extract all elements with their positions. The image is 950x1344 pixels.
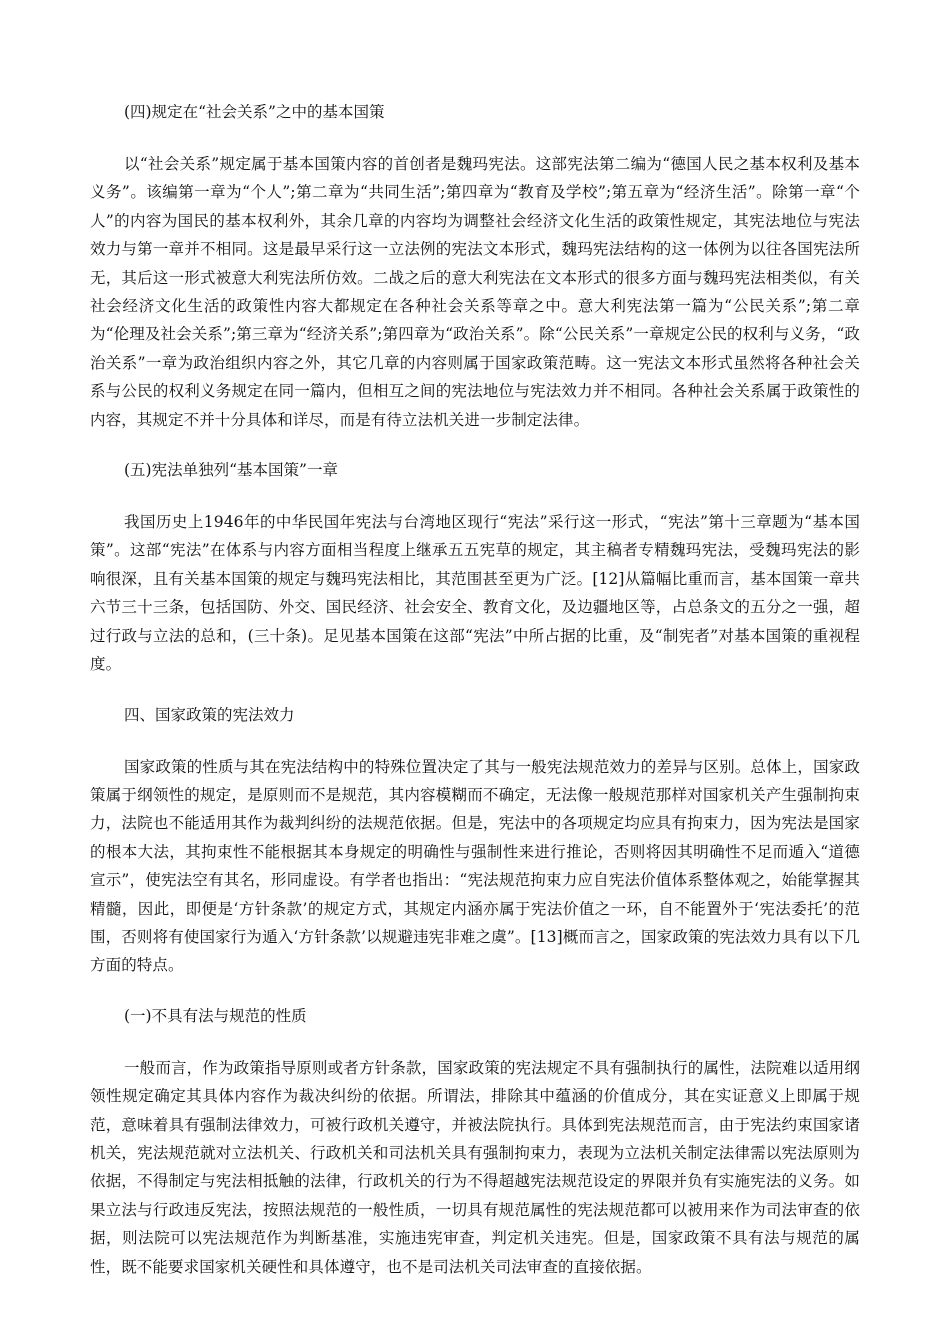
paragraph-not-norm: 一般而言，作为政策指导原则或者方针条款，国家政策的宪法规定不具有强制执行的属性，法院难以适用纲领性规定确定其具体内容作为裁决纠纷的依据。所谓法，排除其中蕴涵的价值成分，其在实证意义上即属于规范，意味着具有强制法律效力，可被行政机关遵守，并被法院执行。具体到宪法规范而言，由于宪法约束国家诸机关，宪法规范就对立法机关、行政机关和司法机关具有强制拘束力，表现为立法机关制定法律需以宪法原则为依据，不得制定与宪法相抵触的法律，行政机关的行为不得超越宪法规范设定的界限并负有实施宪法的义务。如果立法与行政违反宪法，按照法规范的一般性质，一切具有规范属性的宪法规范都可以被用来作为司法审查的依据，则法院可以宪法规范作为判断基准，实施违宪审查，判定机关违宪。但是，国家政策不具有法与规范的属性，既不能要求国家机关硬性和具体遵守，也不是司法机关司法审查的直接依据。 (90, 1058, 860, 1276)
document-body (90, 98, 860, 1303)
section-heading-5: (五)宪法单独列“基本国策”一章 (124, 461, 338, 480)
chapter-heading-4: 四、国家政策的宪法效力 (124, 705, 295, 724)
paragraph-basic-policy-chapter: 我国历史上1946年的中华民国年宪法与台湾地区现行“宪法”采行这一形式，“宪法”第十三章题为“基本国策”。这部“宪法”在体系与内容方面相当程度上继承五五宪草的规定，其主稿者专精魏玛宪法，受魏玛宪法的影响很深，且有关基本国策的规定与魏玛宪法相比，其范围甚至更为广泛。[12]从篇幅比重而言，基本国策一章共六节三十三条，包括国防、外交、国民经济、社会安全、教育文化，及边疆地区等，占总条文的五分之一强，超过行政与立法的总和，(三十条)。足见基本国策在这部“宪法”中所占据的比重，及“制宪者”对基本国策的重视程度。 (90, 513, 860, 674)
section-heading-1: (一)不具有法与规范的性质 (124, 1006, 307, 1025)
section-heading-4: (四)规定在“社会关系”之中的基本国策 (124, 103, 385, 121)
paragraph-social-relations: 以“社会关系”规定属于基本国策内容的首创者是魏玛宪法。这部宪法第二编为“德国人民之基本权利及基本义务”。该编第一章为“个人”;第二章为“共同生活”;第四章为“教育及学校”;第五章为“经济生活”。除第一章“个人”的内容为国民的基本权利外，其余几章的内容均为调整社会经济文化生活的政策性规定，其宪法地位与宪法效力与第一章并不相同。这是最早采行这一立法例的宪法文本形式，魏玛宪法结构的这一体例为以往各国宪法所无，其后这一形式被意大利宪法所仿效。二战之后的意大利宪法在文本形式的很多方面与魏玛宪法相类似，有关社会经济文化生活的政策性内容大都规定在各种社会关系等章之中。意大利宪法第一篇为“公民关系”;第二章为“伦理及社会关系”;第三章为“经济关系”;第四章为“政治关系”。除“公民关系”一章规定公民的权利与义务，“政治关系”一章为政治组织内容之外，其它几章的内容则属于国家政策范畴。这一宪法文本形式虽然将各种社会关系与公民的权利义务规定在同一篇内，但相互之间的宪法地位与宪法效力并不相同。各种社会关系属于政策性的内容，其规定不并十分具体和详尽，而是有待立法机关进一步制定法律。 (90, 155, 860, 429)
paragraph-policy-effect: 国家政策的性质与其在宪法结构中的特殊位置决定了其与一般宪法规范效力的差异与区别。总体上，国家政策属于纲领性的规定，是原则而不是规范，其内容模糊而不确定，无法像一般规范那样对国家机关产生强制拘束力，法院也不能适用其作为裁判纠纷的法规范依据。但是，宪法中的各项规定均应具有拘束力，因为宪法是国家的根本大法，其拘束性不能根据其本身规定的明确性与强制性来进行推论，否则将因其明确性不足而遁入“道德宣示”，使宪法空有其名，形同虚设。有学者也指出：“宪法规范拘束力应自宪法价值体系整体观之，始能掌握其精髓，因此，即便是‘方针条款’的规定方式，其规定内涵亦属于宪法价值之一环，自不能置外于‘宪法委托’的范围，否则将有使国家行为遁入‘方针条款’以规避违宪非难之虞”。[13]概而言之，国家政策的宪法效力具有以下几方面的特点。 (90, 757, 860, 975)
